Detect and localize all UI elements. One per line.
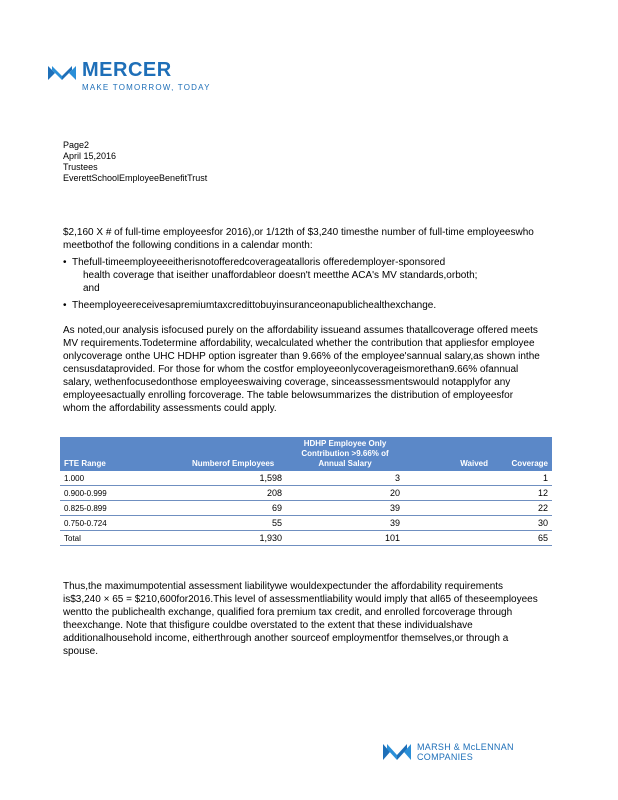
- cell-waived: [404, 486, 492, 501]
- cell-hdhp: 20: [286, 486, 404, 501]
- cell-employees: 208: [188, 486, 286, 501]
- col-hdhp-contribution: HDHP Employee Only Contribution >9.66% of Annual Salary: [286, 437, 404, 471]
- cell-coverage: 30: [492, 516, 552, 531]
- letter-date: April 15,2016: [63, 151, 117, 161]
- cell-coverage: 65: [492, 531, 552, 546]
- table-row: [60, 516, 552, 531]
- cell-fte: Total: [60, 531, 188, 546]
- logo-tagline: MAKE TOMORROW, TODAY: [82, 83, 211, 92]
- cell-hdhp: 39: [286, 501, 404, 516]
- table-row: [60, 471, 552, 486]
- table-total-row: [60, 531, 552, 546]
- cell-coverage: 22: [492, 501, 552, 516]
- cell-employees: 55: [188, 516, 286, 531]
- logo-name: MERCER: [82, 59, 172, 81]
- cell-fte: 0.750-0.724: [60, 516, 188, 531]
- mmc-name: MARSH & McLENNAN: [417, 742, 514, 752]
- col-number-of-employees: Numberof Employees: [188, 437, 286, 471]
- list-item: [63, 256, 541, 295]
- bullet-line: Thefull-timeemployeeeitherisnotofferedcoverageatalloris offeredemployer-sponsored: [72, 257, 446, 268]
- bullet-line: and: [83, 283, 100, 294]
- cell-employees: 1,930: [188, 531, 286, 546]
- bullet-icon: •: [63, 257, 67, 268]
- letter-header: [63, 140, 207, 184]
- cell-hdhp: 3: [286, 471, 404, 486]
- cell-fte: 0.825-0.899: [60, 501, 188, 516]
- recipient: Trustees: [63, 162, 98, 172]
- paragraph-intro: $2,160 X # of full-time employeesfor 2016),or 1/12th of $3,240 timesthe number of full-time employeeswho meetbothof the following conditions in a calendar month:: [63, 227, 534, 251]
- cell-waived: [404, 516, 492, 531]
- condition-list: [63, 256, 541, 312]
- table-header-row: [60, 437, 552, 471]
- cell-waived: [404, 471, 492, 486]
- cell-employees: 1,598: [188, 471, 286, 486]
- affordability-table: [60, 437, 552, 546]
- mmc-companies: COMPANIES: [417, 752, 474, 762]
- page-number: Page2: [63, 140, 90, 150]
- cell-waived: [404, 531, 492, 546]
- col-waived: Waived: [404, 437, 492, 471]
- bullet-icon: •: [63, 300, 67, 311]
- cell-fte: 1.000: [60, 471, 188, 486]
- paragraph-analysis: As noted,our analysis isfocused purely on the affordability issueand assumes thatallcoverage offered meets MV requirements.Todetermine affordability, wecalculated whether the contribution that appliesfor employee onlycoverage onthe UHC HDHP option isgreater than 9.66% of the employee'sannual salary,as shown inthe censusdataprovided. For those for whom the costfor employeeonlycoverageismorethan9.66% ofannual salary, wethenfocusedonthose employeeswaiving coverage, sinceassessmentswould notapplyfor any employeesactually enrolling forcoverage. The table belowsummarizes the distribution of employeesfor whom the affordability assessments could apply.: [63, 325, 540, 414]
- paragraph-conclusion: Thus,the maximumpotential assessment liabilitywe wouldexpectunder the affordability requirements is$3,240 × 65 = $210,600for2016.This level of assessmentliability would imply that all65 of theseemployees wentto the publichealth exchange, qualified fora premium tax credit, and enrolled forcoverage through theexchange. Note that thisfigure couldbe overstated to the extent that these individualshave additionalhousehold income, eitherthrough another sourceof employmentfor themselves,or through a spouse.: [63, 581, 538, 657]
- bullet-line: health coverage that iseither unaffordableor doesn't meetthe ACA's MV standards,orboth;: [83, 270, 478, 281]
- cell-fte: 0.900-0.999: [60, 486, 188, 501]
- table-row: [60, 501, 552, 516]
- mercer-logo-mark-icon: [48, 64, 76, 82]
- cell-coverage: 12: [492, 486, 552, 501]
- list-item: [63, 299, 541, 312]
- cell-employees: 69: [188, 501, 286, 516]
- cell-hdhp: 39: [286, 516, 404, 531]
- cell-waived: [404, 501, 492, 516]
- mmc-logo-mark-icon: [383, 742, 411, 762]
- col-fte-range: FTE Range: [60, 437, 188, 471]
- cell-coverage: 1: [492, 471, 552, 486]
- cell-hdhp: 101: [286, 531, 404, 546]
- col-coverage: Coverage: [492, 437, 552, 471]
- table-row: [60, 486, 552, 501]
- organization: EverettSchoolEmployeeBenefitTrust: [63, 173, 208, 183]
- bullet-line: Theemployeereceivesapremiumtaxcredittobuyinsuranceonapublichealthexchange.: [72, 300, 437, 311]
